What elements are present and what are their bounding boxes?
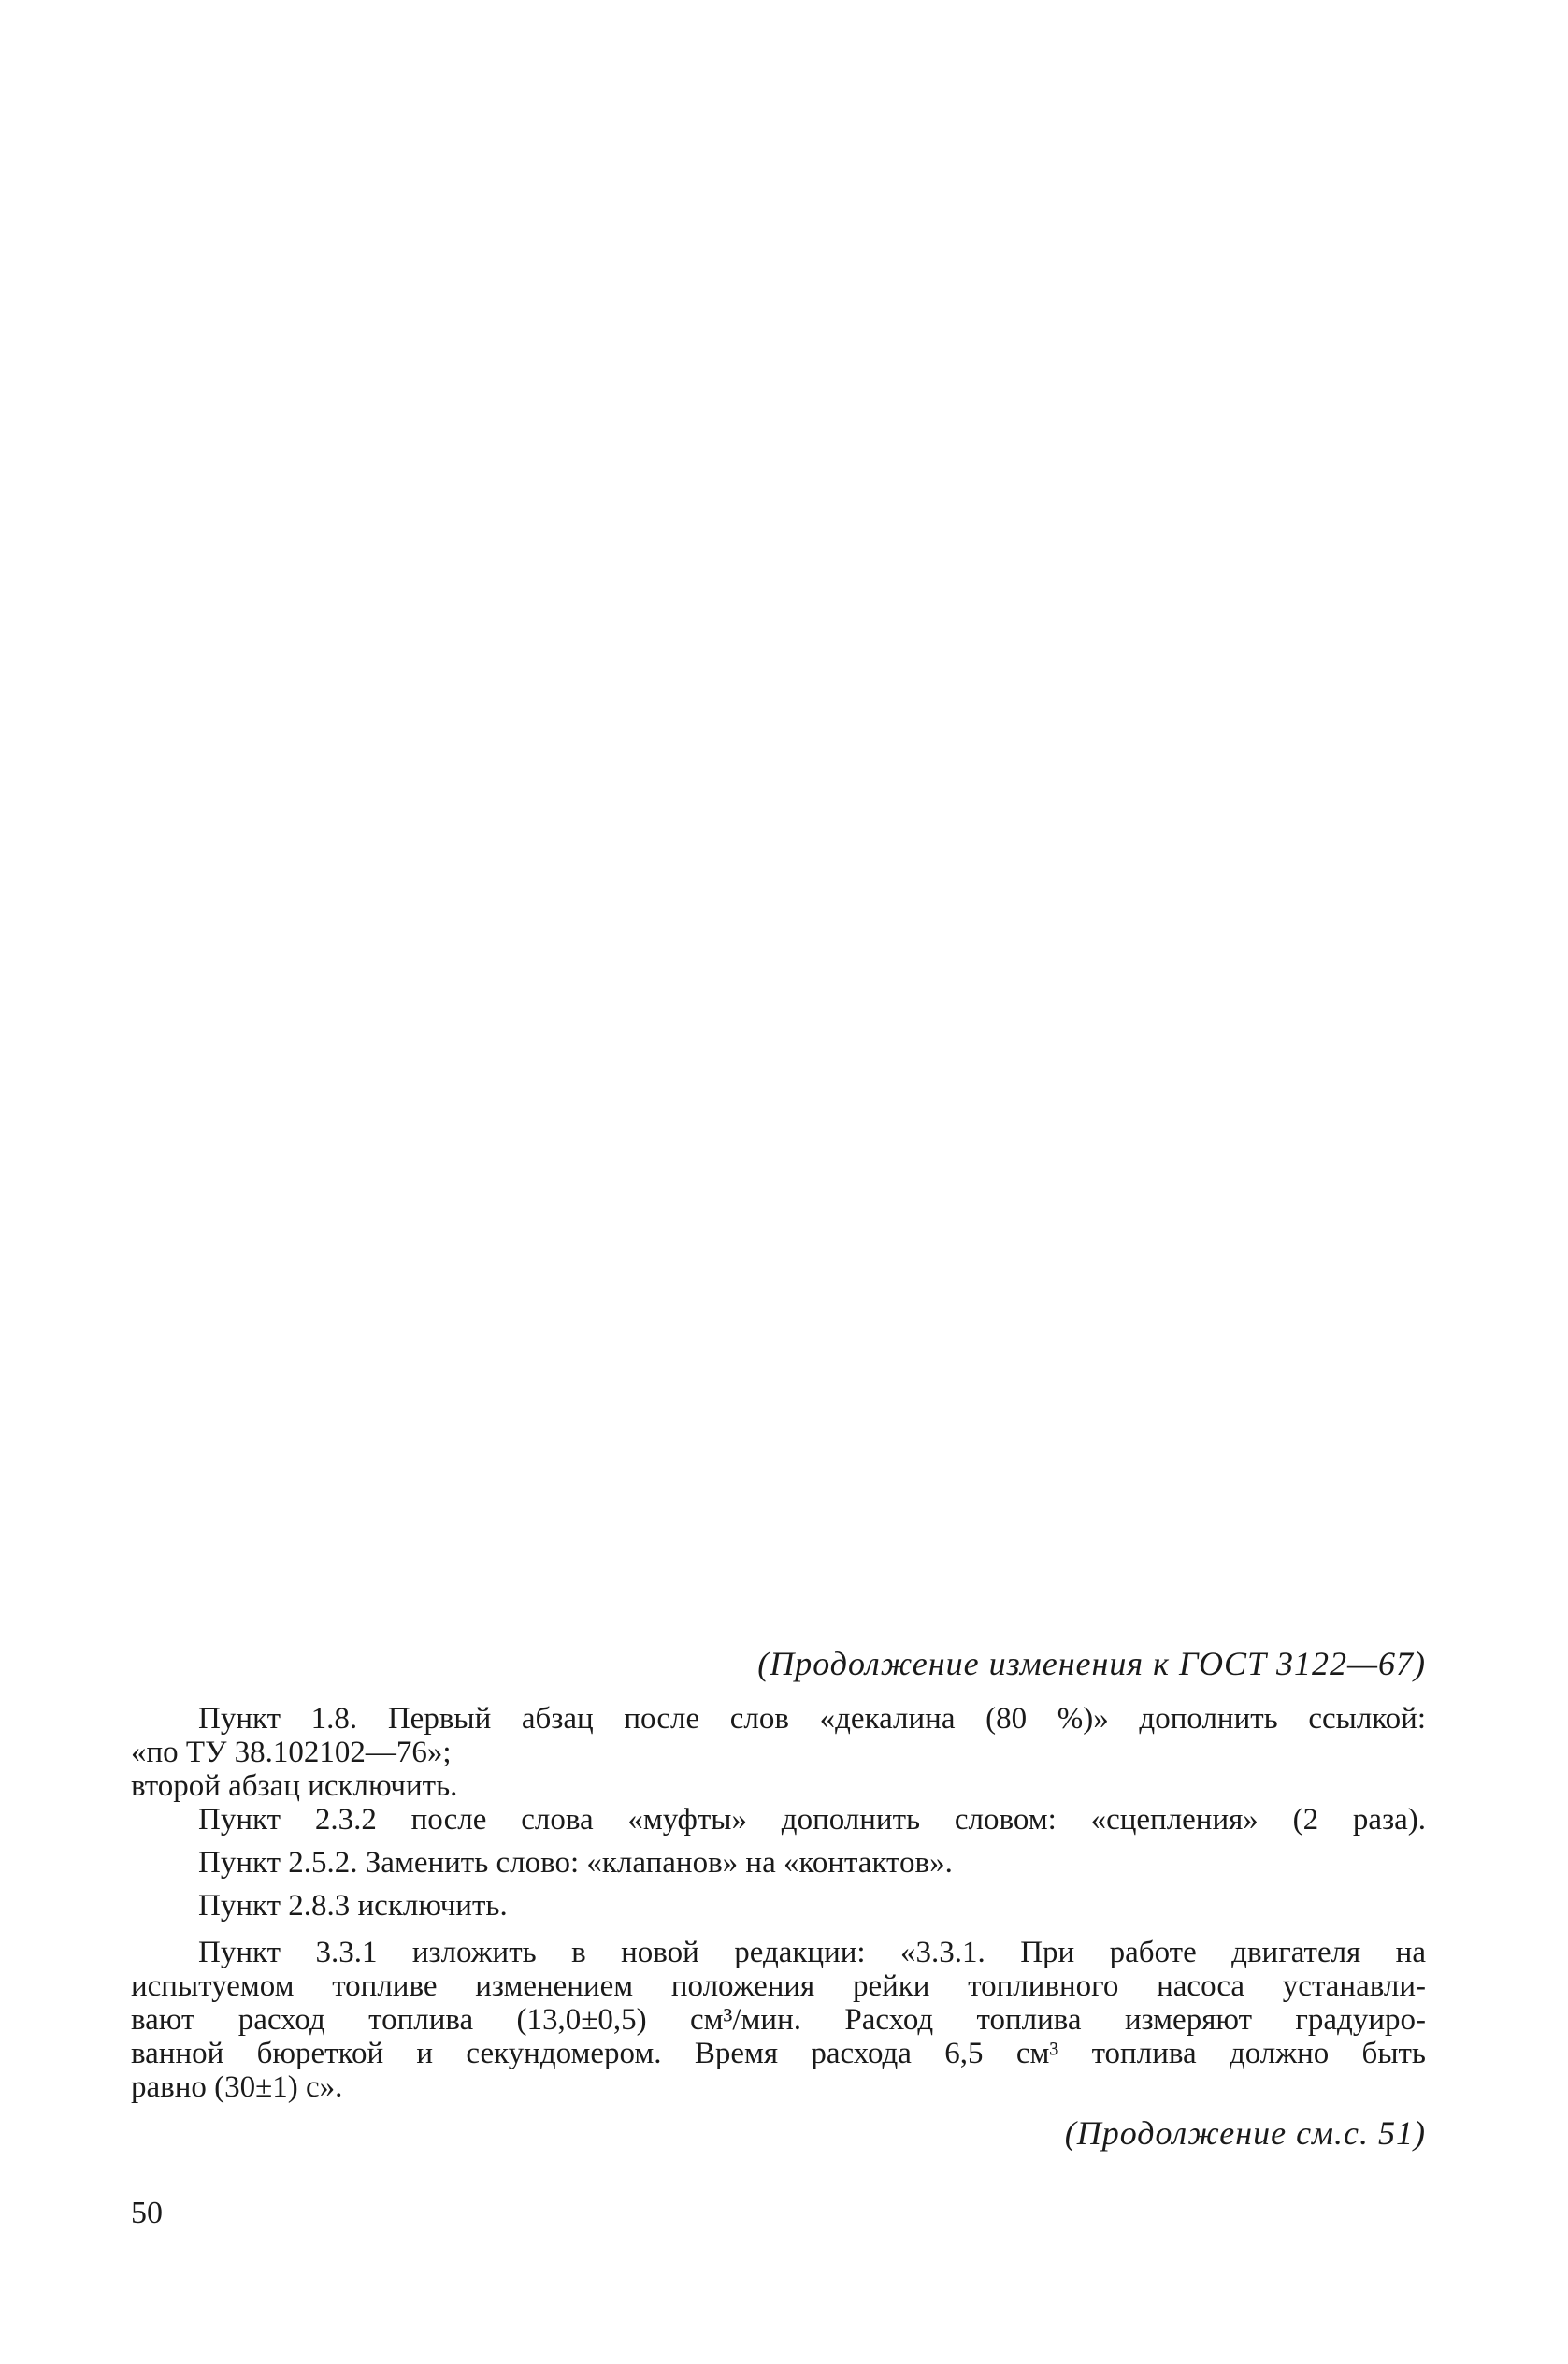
text-line: ванной бюреткой и секундомером. Время расхода 6,5 см³ топлива должно быть: [131, 2037, 1426, 2070]
paragraph-item-2-8-3: [131, 1889, 1426, 1923]
continuation-footer: (Продолжение см.с. 51): [1064, 2114, 1426, 2152]
text-line: Пункт 2.8.3 исключить.: [198, 1889, 508, 1923]
paragraph-item-3-3-1: [131, 1936, 1426, 2104]
text-line: равно (30±1) с».: [131, 2070, 343, 2104]
continuation-header: (Продолжение изменения к ГОСТ 3122—67): [757, 1645, 1426, 1682]
text-line: Пункт 1.8. Первый абзац после слов «декалина (80 %)» дополнить ссылкой:: [198, 1702, 1426, 1736]
page-number: 50: [131, 2196, 163, 2230]
paragraph-second-abzac: [131, 1769, 1426, 1803]
paragraph-item-2-5-2: [131, 1846, 1426, 1880]
paragraph-item-1-8: [131, 1702, 1426, 1769]
amendment-body: [131, 1702, 1426, 2104]
text-line: Пункт 3.3.1 изложить в новой редакции: «3.3.1. При работе двигателя на: [198, 1936, 1426, 1969]
text-line: испытуемом топливе изменением положения рейки топливного насоса устанавли-: [131, 1969, 1426, 2003]
text-line: вают расход топлива (13,0±0,5) см³/мин. Расход топлива измеряют градуиро-: [131, 2003, 1426, 2037]
text-line: «по ТУ 38.102102—76»;: [131, 1736, 452, 1769]
text-line: второй абзац исключить.: [131, 1769, 458, 1803]
text-line: Пункт 2.5.2. Заменить слово: «клапанов» на «контактов».: [198, 1846, 953, 1880]
paragraph-item-2-3-2: [131, 1803, 1426, 1837]
text-line: Пункт 2.3.2 после слова «муфты» дополнить словом: «сцепления» (2 раза).: [198, 1803, 1426, 1837]
